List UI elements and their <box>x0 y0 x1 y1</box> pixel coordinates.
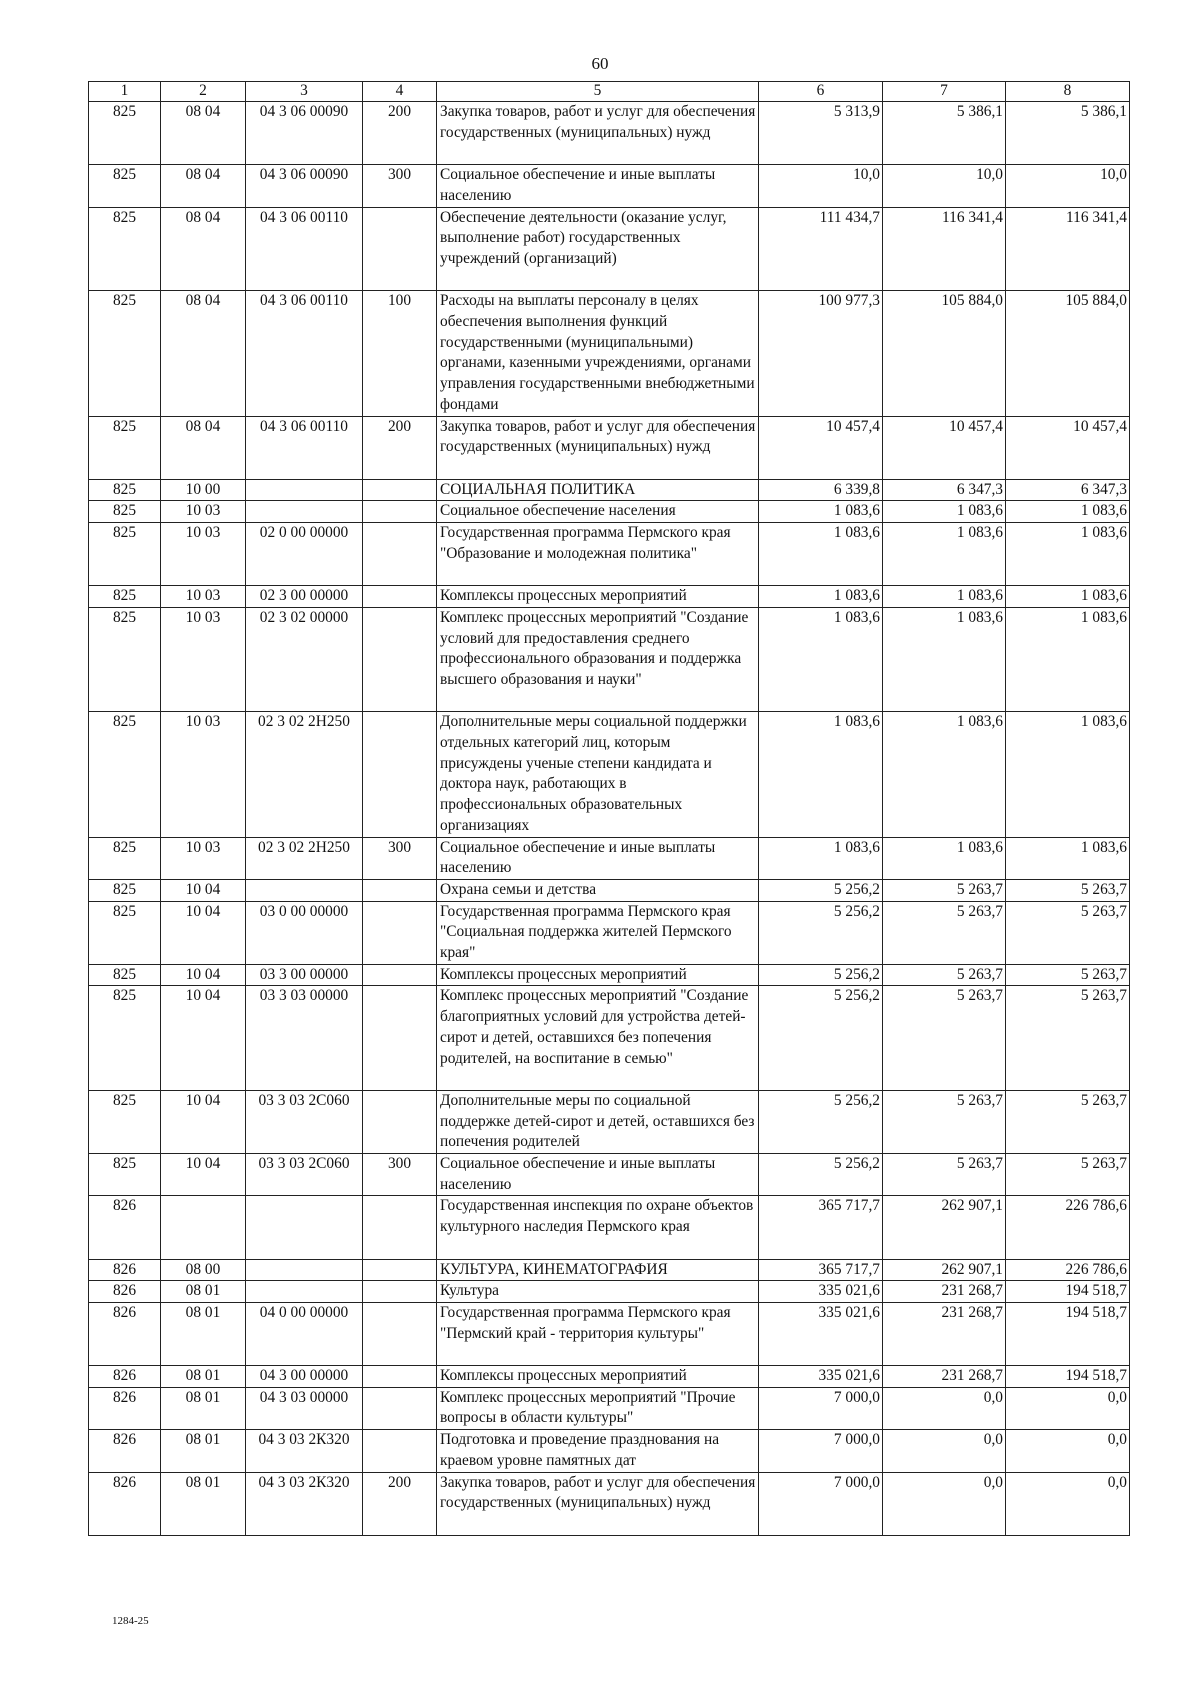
section-code-cell <box>161 1196 246 1259</box>
expense-type-cell <box>363 479 437 501</box>
target-article-cell: 04 3 03 00000 <box>246 1387 363 1429</box>
description-cell: Социальное обеспечение населения <box>437 501 759 523</box>
amount-col7-cell: 1 083,6 <box>883 712 1006 837</box>
column-header-3: 3 <box>246 82 363 102</box>
amount-col7-cell: 0,0 <box>883 1387 1006 1429</box>
table-row <box>89 102 1130 165</box>
description-cell: Комплексы процессных мероприятий <box>437 964 759 986</box>
amount-col6-cell: 1 083,6 <box>759 607 883 712</box>
amount-col6-cell: 5 256,2 <box>759 986 883 1091</box>
description-cell: Социальное обеспечение и иные выплаты населению <box>437 837 759 879</box>
amount-col7-cell: 5 386,1 <box>883 102 1006 165</box>
amount-col6-cell: 7 000,0 <box>759 1472 883 1535</box>
admin-code-cell: 826 <box>89 1430 161 1472</box>
admin-code-cell: 825 <box>89 986 161 1091</box>
amount-col8-cell: 226 786,6 <box>1006 1259 1130 1281</box>
expense-type-cell <box>363 712 437 837</box>
target-article-cell: 02 3 00 00000 <box>246 586 363 608</box>
description-cell: Комплексы процессных мероприятий <box>437 586 759 608</box>
description-cell: Комплексы процессных мероприятий <box>437 1366 759 1388</box>
admin-code-cell: 826 <box>89 1387 161 1429</box>
expense-type-cell <box>363 207 437 291</box>
amount-col8-cell: 1 083,6 <box>1006 712 1130 837</box>
amount-col8-cell: 5 263,7 <box>1006 879 1130 901</box>
expense-type-cell <box>363 501 437 523</box>
table-row <box>89 1090 1130 1153</box>
target-article-cell: 03 3 03 2С060 <box>246 1090 363 1153</box>
amount-col7-cell: 5 263,7 <box>883 879 1006 901</box>
amount-col7-cell: 116 341,4 <box>883 207 1006 291</box>
amount-col7-cell: 1 083,6 <box>883 837 1006 879</box>
section-code-cell: 10 03 <box>161 837 246 879</box>
table-row <box>89 207 1130 291</box>
amount-col6-cell: 1 083,6 <box>759 501 883 523</box>
section-code-cell: 08 01 <box>161 1430 246 1472</box>
amount-col6-cell: 7 000,0 <box>759 1387 883 1429</box>
section-code-cell: 10 04 <box>161 986 246 1091</box>
amount-col7-cell: 10,0 <box>883 165 1006 207</box>
amount-col6-cell: 5 313,9 <box>759 102 883 165</box>
expense-type-cell <box>363 1259 437 1281</box>
description-cell: Культура <box>437 1281 759 1303</box>
amount-col8-cell: 5 263,7 <box>1006 1090 1130 1153</box>
expense-type-cell <box>363 586 437 608</box>
target-article-cell: 04 3 00 00000 <box>246 1366 363 1388</box>
section-code-cell: 10 04 <box>161 1154 246 1196</box>
admin-code-cell: 825 <box>89 416 161 479</box>
table-row <box>89 416 1130 479</box>
amount-col7-cell: 262 907,1 <box>883 1259 1006 1281</box>
table-row <box>89 964 1130 986</box>
document-code: 1284-25 <box>112 1615 149 1627</box>
table-body <box>89 102 1130 1536</box>
admin-code-cell: 825 <box>89 165 161 207</box>
amount-col7-cell: 231 268,7 <box>883 1366 1006 1388</box>
amount-col8-cell: 1 083,6 <box>1006 501 1130 523</box>
section-code-cell: 10 04 <box>161 964 246 986</box>
expense-type-cell <box>363 964 437 986</box>
section-code-cell: 10 00 <box>161 479 246 501</box>
admin-code-cell: 826 <box>89 1281 161 1303</box>
table-row <box>89 1302 1130 1365</box>
description-cell: Государственная программа Пермского края "Социальная поддержка жителей Пермского края" <box>437 901 759 964</box>
amount-col8-cell: 10,0 <box>1006 165 1130 207</box>
section-code-cell: 08 00 <box>161 1259 246 1281</box>
target-article-cell: 02 3 02 2Н250 <box>246 712 363 837</box>
amount-col8-cell: 194 518,7 <box>1006 1302 1130 1365</box>
section-code-cell: 10 03 <box>161 712 246 837</box>
target-article-cell: 04 3 03 2К320 <box>246 1430 363 1472</box>
column-header-2: 2 <box>161 82 246 102</box>
description-cell: КУЛЬТУРА, КИНЕМАТОГРАФИЯ <box>437 1259 759 1281</box>
column-header-4: 4 <box>363 82 437 102</box>
description-cell: Закупка товаров, работ и услуг для обеспечения государственных (муниципальных) нужд <box>437 416 759 479</box>
expense-type-cell: 300 <box>363 165 437 207</box>
amount-col6-cell: 1 083,6 <box>759 712 883 837</box>
expense-type-cell <box>363 901 437 964</box>
amount-col8-cell: 5 263,7 <box>1006 986 1130 1091</box>
section-code-cell: 10 03 <box>161 607 246 712</box>
amount-col6-cell: 5 256,2 <box>759 901 883 964</box>
description-cell: Комплекс процессных мероприятий "Создание условий для предоставления среднего профессионального образования и поддержка высшего образования и науки" <box>437 607 759 712</box>
amount-col8-cell: 0,0 <box>1006 1387 1130 1429</box>
target-article-cell: 04 3 03 2К320 <box>246 1472 363 1535</box>
table-row <box>89 523 1130 586</box>
admin-code-cell: 825 <box>89 712 161 837</box>
amount-col7-cell: 231 268,7 <box>883 1302 1006 1365</box>
target-article-cell: 04 3 06 00110 <box>246 291 363 416</box>
expense-type-cell: 200 <box>363 416 437 479</box>
table-row <box>89 879 1130 901</box>
amount-col6-cell: 10,0 <box>759 165 883 207</box>
column-header-8: 8 <box>1006 82 1130 102</box>
amount-col7-cell: 5 263,7 <box>883 986 1006 1091</box>
amount-col6-cell: 5 256,2 <box>759 879 883 901</box>
section-code-cell: 08 04 <box>161 416 246 479</box>
admin-code-cell: 825 <box>89 501 161 523</box>
amount-col6-cell: 335 021,6 <box>759 1366 883 1388</box>
expense-type-cell: 100 <box>363 291 437 416</box>
table-row <box>89 1387 1130 1429</box>
amount-col6-cell: 6 339,8 <box>759 479 883 501</box>
section-code-cell: 08 01 <box>161 1387 246 1429</box>
table-row <box>89 1366 1130 1388</box>
page-number: 60 <box>591 54 609 73</box>
table-row <box>89 607 1130 712</box>
expense-type-cell: 200 <box>363 1472 437 1535</box>
table-row <box>89 1430 1130 1472</box>
amount-col8-cell: 10 457,4 <box>1006 416 1130 479</box>
target-article-cell: 04 0 00 00000 <box>246 1302 363 1365</box>
amount-col8-cell: 5 263,7 <box>1006 964 1130 986</box>
target-article-cell: 02 3 02 2Н250 <box>246 837 363 879</box>
expense-type-cell <box>363 1366 437 1388</box>
amount-col6-cell: 365 717,7 <box>759 1196 883 1259</box>
section-code-cell: 10 03 <box>161 586 246 608</box>
description-cell: Подготовка и проведение празднования на краевом уровне памятных дат <box>437 1430 759 1472</box>
description-cell: Социальное обеспечение и иные выплаты населению <box>437 1154 759 1196</box>
expense-type-cell <box>363 1196 437 1259</box>
admin-code-cell: 825 <box>89 837 161 879</box>
table-row <box>89 479 1130 501</box>
amount-col6-cell: 1 083,6 <box>759 523 883 586</box>
section-code-cell: 10 03 <box>161 523 246 586</box>
admin-code-cell: 825 <box>89 291 161 416</box>
expense-type-cell <box>363 607 437 712</box>
admin-code-cell: 826 <box>89 1302 161 1365</box>
description-cell: Комплекс процессных мероприятий "Создание благоприятных условий для устройства детей-сирот и детей, оставшихся без попечения родителей, на воспитание в семью" <box>437 986 759 1091</box>
table-row <box>89 165 1130 207</box>
amount-col6-cell: 5 256,2 <box>759 1090 883 1153</box>
amount-col7-cell: 1 083,6 <box>883 501 1006 523</box>
amount-col8-cell: 5 263,7 <box>1006 1154 1130 1196</box>
section-code-cell: 08 04 <box>161 102 246 165</box>
table-row <box>89 1281 1130 1303</box>
expense-type-cell: 300 <box>363 837 437 879</box>
target-article-cell: 04 3 06 00110 <box>246 207 363 291</box>
admin-code-cell: 825 <box>89 479 161 501</box>
amount-col6-cell: 100 977,3 <box>759 291 883 416</box>
expense-type-cell <box>363 1281 437 1303</box>
amount-col8-cell: 194 518,7 <box>1006 1366 1130 1388</box>
amount-col7-cell: 105 884,0 <box>883 291 1006 416</box>
table-row <box>89 901 1130 964</box>
amount-col6-cell: 1 083,6 <box>759 586 883 608</box>
expense-type-cell <box>363 1302 437 1365</box>
table-row <box>89 1196 1130 1259</box>
table-row <box>89 291 1130 416</box>
admin-code-cell: 825 <box>89 901 161 964</box>
amount-col7-cell: 1 083,6 <box>883 607 1006 712</box>
description-cell: Закупка товаров, работ и услуг для обеспечения государственных (муниципальных) нужд <box>437 1472 759 1535</box>
amount-col7-cell: 1 083,6 <box>883 586 1006 608</box>
amount-col8-cell: 5 386,1 <box>1006 102 1130 165</box>
expense-type-cell <box>363 879 437 901</box>
target-article-cell: 02 0 00 00000 <box>246 523 363 586</box>
amount-col8-cell: 1 083,6 <box>1006 523 1130 586</box>
amount-col6-cell: 5 256,2 <box>759 964 883 986</box>
description-cell: Комплекс процессных мероприятий "Прочие вопросы в области культуры" <box>437 1387 759 1429</box>
target-article-cell <box>246 879 363 901</box>
amount-col7-cell: 5 263,7 <box>883 1090 1006 1153</box>
amount-col7-cell: 262 907,1 <box>883 1196 1006 1259</box>
admin-code-cell: 825 <box>89 879 161 901</box>
admin-code-cell: 826 <box>89 1259 161 1281</box>
table-row <box>89 986 1130 1091</box>
description-cell: Социальное обеспечение и иные выплаты населению <box>437 165 759 207</box>
description-cell: Государственная программа Пермского края "Пермский край - территория культуры" <box>437 1302 759 1365</box>
amount-col6-cell: 1 083,6 <box>759 837 883 879</box>
amount-col6-cell: 5 256,2 <box>759 1154 883 1196</box>
section-code-cell: 08 01 <box>161 1281 246 1303</box>
expense-type-cell <box>363 1430 437 1472</box>
section-code-cell: 08 01 <box>161 1302 246 1365</box>
description-cell: Обеспечение деятельности (оказание услуг, выполнение работ) государственных учреждений (организаций) <box>437 207 759 291</box>
section-code-cell: 10 03 <box>161 501 246 523</box>
budget-table <box>88 81 1130 1536</box>
column-header-5: 5 <box>437 82 759 102</box>
table-row <box>89 1154 1130 1196</box>
description-cell: Расходы на выплаты персоналу в целях обеспечения выполнения функций государственными (муниципальными) органами, казенными учреждениями, органами управления государственными внебюджетными фондами <box>437 291 759 416</box>
amount-col8-cell: 0,0 <box>1006 1430 1130 1472</box>
header-row <box>89 82 1130 102</box>
column-header-6: 6 <box>759 82 883 102</box>
amount-col8-cell: 0,0 <box>1006 1472 1130 1535</box>
target-article-cell: 04 3 06 00110 <box>246 416 363 479</box>
description-cell: Закупка товаров, работ и услуг для обеспечения государственных (муниципальных) нужд <box>437 102 759 165</box>
amount-col8-cell: 116 341,4 <box>1006 207 1130 291</box>
target-article-cell <box>246 1259 363 1281</box>
expense-type-cell: 300 <box>363 1154 437 1196</box>
amount-col7-cell: 0,0 <box>883 1430 1006 1472</box>
amount-col7-cell: 10 457,4 <box>883 416 1006 479</box>
target-article-cell: 02 3 02 00000 <box>246 607 363 712</box>
table-row <box>89 586 1130 608</box>
section-code-cell: 10 04 <box>161 901 246 964</box>
section-code-cell: 08 04 <box>161 207 246 291</box>
amount-col7-cell: 6 347,3 <box>883 479 1006 501</box>
target-article-cell: 04 3 06 00090 <box>246 102 363 165</box>
table-row <box>89 1472 1130 1535</box>
amount-col8-cell: 105 884,0 <box>1006 291 1130 416</box>
amount-col7-cell: 5 263,7 <box>883 964 1006 986</box>
amount-col7-cell: 5 263,7 <box>883 901 1006 964</box>
amount-col7-cell: 231 268,7 <box>883 1281 1006 1303</box>
description-cell: Охрана семьи и детства <box>437 879 759 901</box>
section-code-cell: 08 04 <box>161 291 246 416</box>
target-article-cell: 03 3 03 00000 <box>246 986 363 1091</box>
admin-code-cell: 825 <box>89 523 161 586</box>
target-article-cell: 03 0 00 00000 <box>246 901 363 964</box>
amount-col6-cell: 335 021,6 <box>759 1281 883 1303</box>
admin-code-cell: 825 <box>89 1154 161 1196</box>
amount-col8-cell: 226 786,6 <box>1006 1196 1130 1259</box>
column-header-1: 1 <box>89 82 161 102</box>
target-article-cell: 04 3 06 00090 <box>246 165 363 207</box>
admin-code-cell: 826 <box>89 1472 161 1535</box>
description-cell: Государственная инспекция по охране объектов культурного наследия Пермского края <box>437 1196 759 1259</box>
amount-col6-cell: 111 434,7 <box>759 207 883 291</box>
amount-col7-cell: 1 083,6 <box>883 523 1006 586</box>
description-cell: Дополнительные меры по социальной поддержке детей-сирот и детей, оставшихся без попечения родителей <box>437 1090 759 1153</box>
admin-code-cell: 826 <box>89 1366 161 1388</box>
table-row <box>89 1259 1130 1281</box>
expense-type-cell: 200 <box>363 102 437 165</box>
amount-col6-cell: 10 457,4 <box>759 416 883 479</box>
amount-col8-cell: 1 083,6 <box>1006 586 1130 608</box>
description-cell: СОЦИАЛЬНАЯ ПОЛИТИКА <box>437 479 759 501</box>
description-cell: Государственная программа Пермского края "Образование и молодежная политика" <box>437 523 759 586</box>
expense-type-cell <box>363 1387 437 1429</box>
admin-code-cell: 825 <box>89 607 161 712</box>
target-article-cell <box>246 479 363 501</box>
amount-col8-cell: 1 083,6 <box>1006 837 1130 879</box>
target-article-cell: 03 3 00 00000 <box>246 964 363 986</box>
admin-code-cell: 825 <box>89 964 161 986</box>
amount-col6-cell: 335 021,6 <box>759 1302 883 1365</box>
expense-type-cell <box>363 986 437 1091</box>
amount-col8-cell: 6 347,3 <box>1006 479 1130 501</box>
admin-code-cell: 825 <box>89 586 161 608</box>
target-article-cell <box>246 1281 363 1303</box>
amount-col7-cell: 0,0 <box>883 1472 1006 1535</box>
amount-col8-cell: 194 518,7 <box>1006 1281 1130 1303</box>
target-article-cell: 03 3 03 2С060 <box>246 1154 363 1196</box>
table-row <box>89 837 1130 879</box>
amount-col6-cell: 7 000,0 <box>759 1430 883 1472</box>
expense-type-cell <box>363 523 437 586</box>
table-row <box>89 501 1130 523</box>
section-code-cell: 08 01 <box>161 1366 246 1388</box>
admin-code-cell: 826 <box>89 1196 161 1259</box>
expense-type-cell <box>363 1090 437 1153</box>
section-code-cell: 08 04 <box>161 165 246 207</box>
admin-code-cell: 825 <box>89 207 161 291</box>
amount-col7-cell: 5 263,7 <box>883 1154 1006 1196</box>
description-cell: Дополнительные меры социальной поддержки отдельных категорий лиц, которым присуждены ученые степени кандидата и доктора наук, работающих в профессиональных образовательных организациях <box>437 712 759 837</box>
section-code-cell: 10 04 <box>161 879 246 901</box>
amount-col6-cell: 365 717,7 <box>759 1259 883 1281</box>
section-code-cell: 08 01 <box>161 1472 246 1535</box>
section-code-cell: 10 04 <box>161 1090 246 1153</box>
admin-code-cell: 825 <box>89 102 161 165</box>
amount-col8-cell: 1 083,6 <box>1006 607 1130 712</box>
target-article-cell <box>246 1196 363 1259</box>
column-header-7: 7 <box>883 82 1006 102</box>
target-article-cell <box>246 501 363 523</box>
table-row <box>89 712 1130 837</box>
admin-code-cell: 825 <box>89 1090 161 1153</box>
amount-col8-cell: 5 263,7 <box>1006 901 1130 964</box>
